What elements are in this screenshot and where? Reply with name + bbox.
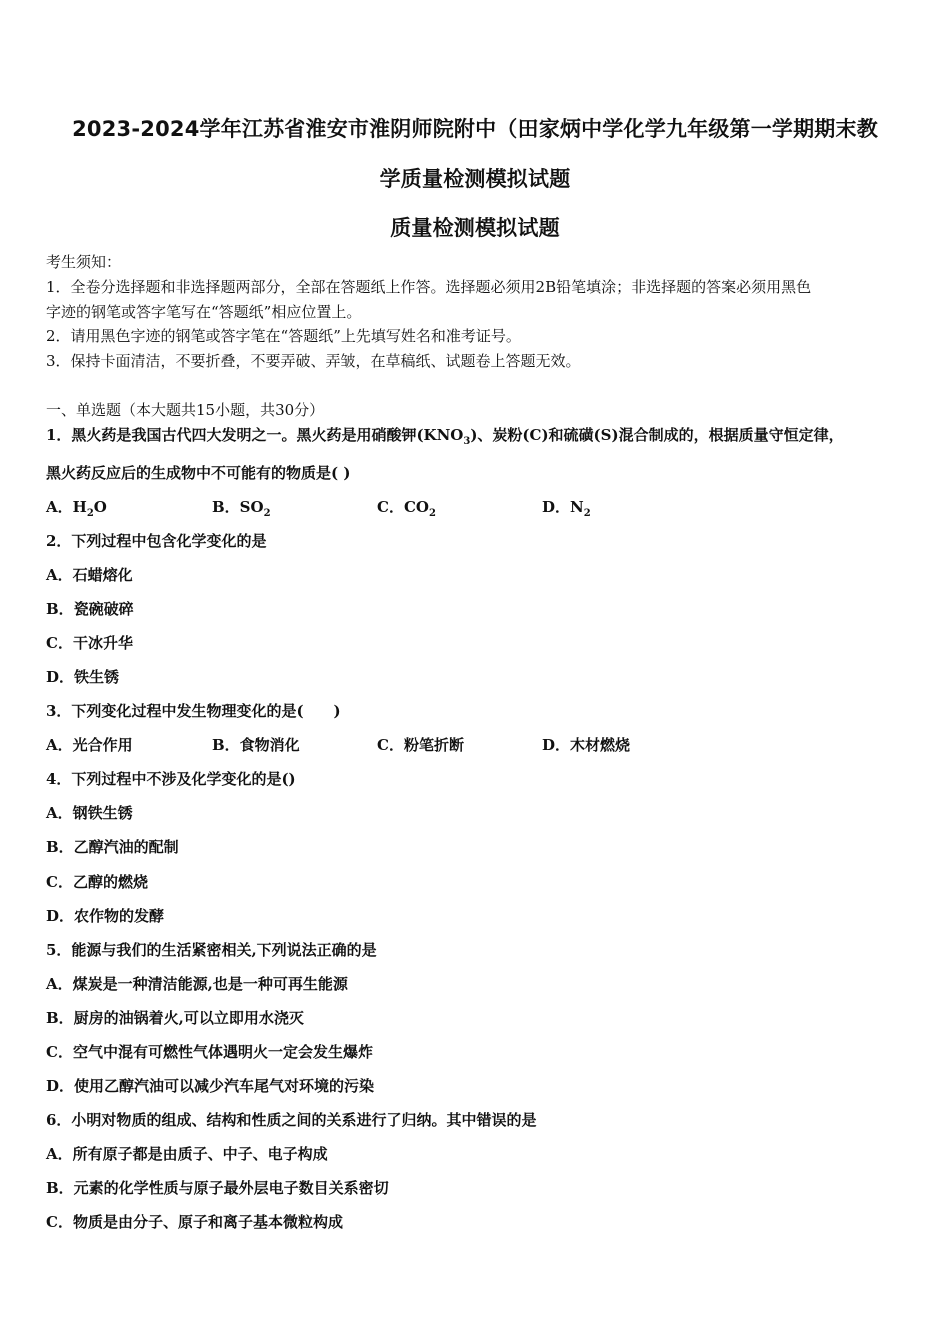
question-1-option-c: C．$CO_2$ [377,498,436,519]
question-4-option-d: D．农作物的发酵 [46,907,165,925]
question-6-stem: 6．小明对物质的组成、结构和性质之间的关系进行了归纳。其中错误的是 [46,1111,537,1129]
question-3-option-a: A．光合作用 [46,736,133,754]
question-5-option-d: D．使用乙醇汽油可以减少汽车尾气对环境的污染 [46,1077,375,1095]
notice-item-1b: 字迹的钢笔或答字笔写在“答题纸”相应位置上。 [46,303,362,321]
title-line-2: 学质量检测模拟试题 [379,167,571,191]
question-3-stem: 3．下列变化过程中发生物理变化的是( ) [46,702,341,720]
notice-item-1a: 1．全卷分选择题和非选择题两部分，全部在答题纸上作答。选择题必须用2B铅笔填涂；非选择题的答案必须用黑色 [46,278,812,296]
question-2-option-b: B．瓷碗破碎 [46,600,134,618]
question-3-option-b: B．食物消化 [212,736,300,754]
question-2-option-a: A．石蜡熔化 [46,566,133,584]
title-line-1: 2023-2024学年江苏省淮安市淮阴师院附中（田家炳中学化学九年级第一学期期末教 [72,117,878,141]
question-4-option-a: A．钢铁生锈 [46,804,133,822]
question-3-option-c: C．粉笔折断 [377,736,464,754]
question-4-stem: 4．下列过程中不涉及化学变化的是() [46,770,296,788]
question-1-stem [46,425,844,445]
question-1-stem-a: 1．黑火药是我国古代四大发明之一。黑火药是用硝酸钾(KNO [46,426,464,444]
question-1-stem-sub: 3 [463,436,471,447]
question-2-option-c: C．干冰升华 [46,634,133,652]
section-heading: 一、单选题（本大题共15小题，共30分） [46,401,325,419]
question-5-stem: 5．能源与我们的生活紧密相关,下列说法正确的是 [46,941,377,959]
notice-heading: 考生须知： [46,253,122,271]
question-3-options [46,735,906,755]
question-1-stem-b: )、炭粉(C)和硫磺(S)混合制成的，根据质量守恒定律， [470,426,844,444]
question-5-option-a: A．煤炭是一种清洁能源,也是一种可再生能源 [46,975,348,993]
question-2-stem: 2．下列过程中包含化学变化的是 [46,532,267,550]
question-6-option-c: C．物质是由分子、原子和离子基本微粒构成 [46,1213,343,1231]
question-1-option-b: B．$SO_2$ [212,498,271,519]
question-1-option-a: A．$H_2O$ [46,498,107,519]
question-4-option-c: C．乙醇的燃烧 [46,873,148,891]
notice-item-2: 2．请用黑色字迹的钢笔或答字笔在“答题纸”上先填写姓名和准考证号。 [46,327,521,345]
question-2-option-d: D．铁生锈 [46,668,120,686]
title-line-3: 质量检测模拟试题 [390,216,560,240]
question-6-option-b: B．元素的化学性质与原子最外层电子数目关系密切 [46,1179,389,1197]
question-4-option-b: B．乙醇汽油的配制 [46,838,179,856]
question-5-option-b: B．厨房的油锅着火,可以立即用水浇灭 [46,1009,304,1027]
notice-item-3: 3．保持卡面清洁，不要折叠，不要弄破、弄皱，在草稿纸、试题卷上答题无效。 [46,352,581,370]
question-1-options [46,497,906,517]
question-6-option-a: A．所有原子都是由质子、中子、电子构成 [46,1145,328,1163]
question-1-option-d: D．$N_2$ [542,498,591,519]
question-5-option-c: C．空气中混有可燃性气体遇明火一定会发生爆炸 [46,1043,373,1061]
question-3-option-d: D．木材燃烧 [542,736,631,754]
question-1-stem-2: 黑火药反应后的生成物中不可能有的物质是( ) [46,464,351,482]
